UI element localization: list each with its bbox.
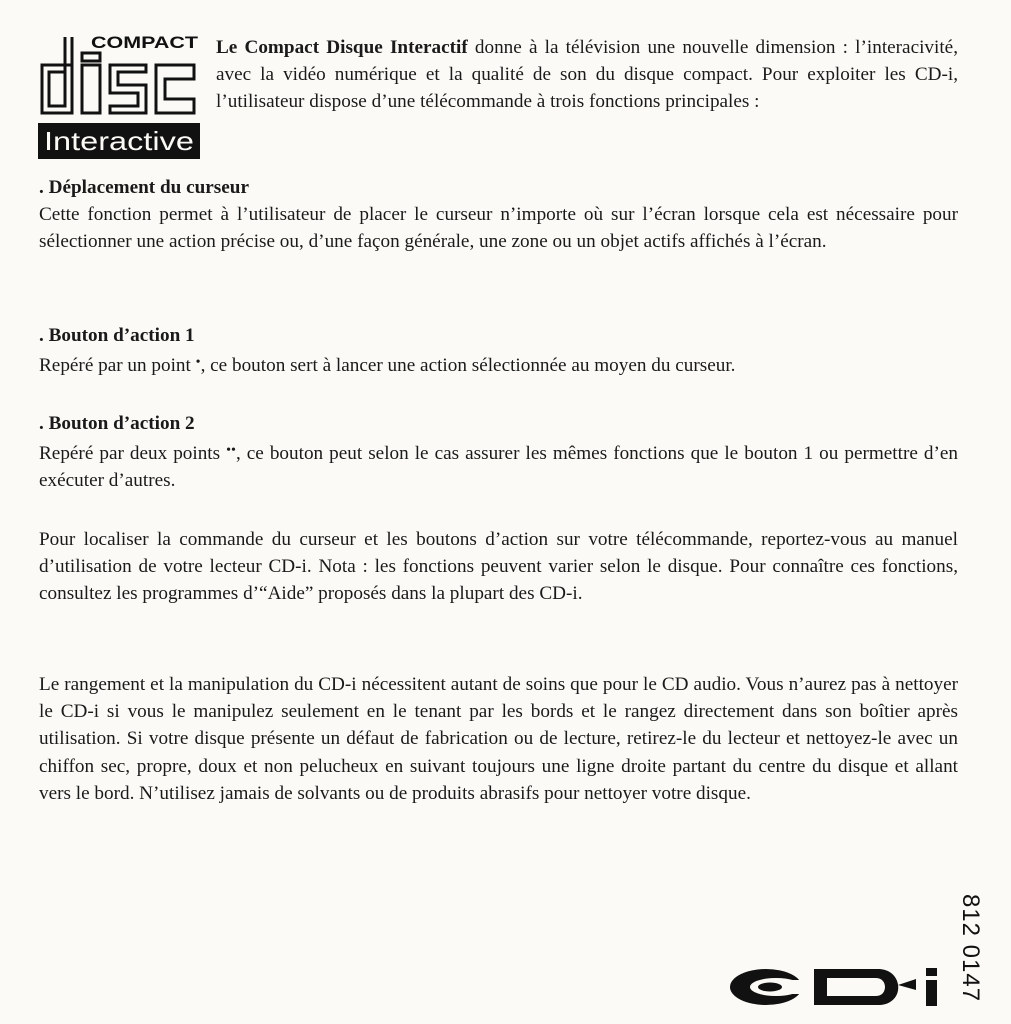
- section-action1-heading: . Bouton d’action 1: [39, 325, 195, 346]
- section-cursor-text: Cette fonction permet à l’utilisateur de placer le curseur n’importe où sur l’écran lorsque cela est nécessaire pour sélectionner une action précise ou, d’une façon générale, une zone ou un objet actifs affichés à l’écran.: [39, 204, 958, 253]
- action1-text-before: Repéré par un point: [39, 355, 196, 377]
- disc-care-text: Le rangement et la manipulation du CD-i nécessitent autant de soins que pour le CD audio. Vous n’aurez pas à nettoyer le CD-i si vous le manipulez seulement en le tenant par les bords et le rangez directement dans son boîtier après utilisation. Si votre disque présente un défaut de fabrication ou de lecture, retirez-le du lecteur et nettoyez-le avec un chiffon sec, propre, doux et non pelucheux en suivant toujours une ligne droite partant du centre du disque et allant vers le bord. N’utilisez jamais de solvants ou de produits abrasifs pour nettoyer votre disque.: [39, 674, 958, 804]
- intro-text: donne à la télévision une nouvelle dimension : l’interacivité, avec la vidéo numérique et la qualité de son du disque compact. Pour exploiter les CD-i, l’utilisateur dispose d’une télécommande à trois fonctions principales :: [216, 37, 958, 113]
- cdi-logo: [728, 966, 950, 1008]
- action2-text-before: Repéré par deux points: [39, 443, 227, 465]
- section-cursor: [39, 174, 958, 256]
- section-locate-controls: [39, 526, 958, 608]
- intro-bold-title: Le Compact Disque Interactif: [216, 37, 468, 58]
- logo-interactive-text: Interactive: [44, 126, 194, 156]
- logo-compact-text: COMPACT: [91, 33, 199, 52]
- section-action-button-1: [39, 322, 958, 379]
- section-action-button-2: [39, 410, 958, 495]
- action1-text-after: , ce bouton sert à lancer une action sélectionnée au moyen du curseur.: [200, 355, 736, 377]
- locate-controls-text: Pour localiser la commande du curseur et les boutons d’action sur votre télécommande, reportez-vous au manuel d’utilisation de votre lecteur CD-i. Nota : les fonctions peuvent varier selon le disque. Pour connaître ces fonctions, consultez les programmes d’“Aide” proposés dans la plupart des CD-i.: [39, 529, 958, 605]
- section-action2-text: [39, 437, 958, 494]
- catalog-number-text: 812 0147: [957, 893, 985, 1003]
- intro-paragraph: [216, 34, 958, 116]
- double-dot-icon: ••: [226, 443, 236, 459]
- section-action2-heading: . Bouton d’action 2: [39, 413, 195, 434]
- single-dot-icon: •: [195, 355, 201, 371]
- section-disc-care: [39, 671, 958, 807]
- section-action1-text: [39, 349, 958, 379]
- compact-disc-interactive-logo: [38, 33, 200, 159]
- section-cursor-heading: . Déplacement du curseur: [39, 177, 249, 198]
- action2-text-after: , ce bouton peut selon le cas assurer les mêmes fonctions que le bouton 1 ou permettre d’en exécuter d’autres.: [39, 443, 958, 492]
